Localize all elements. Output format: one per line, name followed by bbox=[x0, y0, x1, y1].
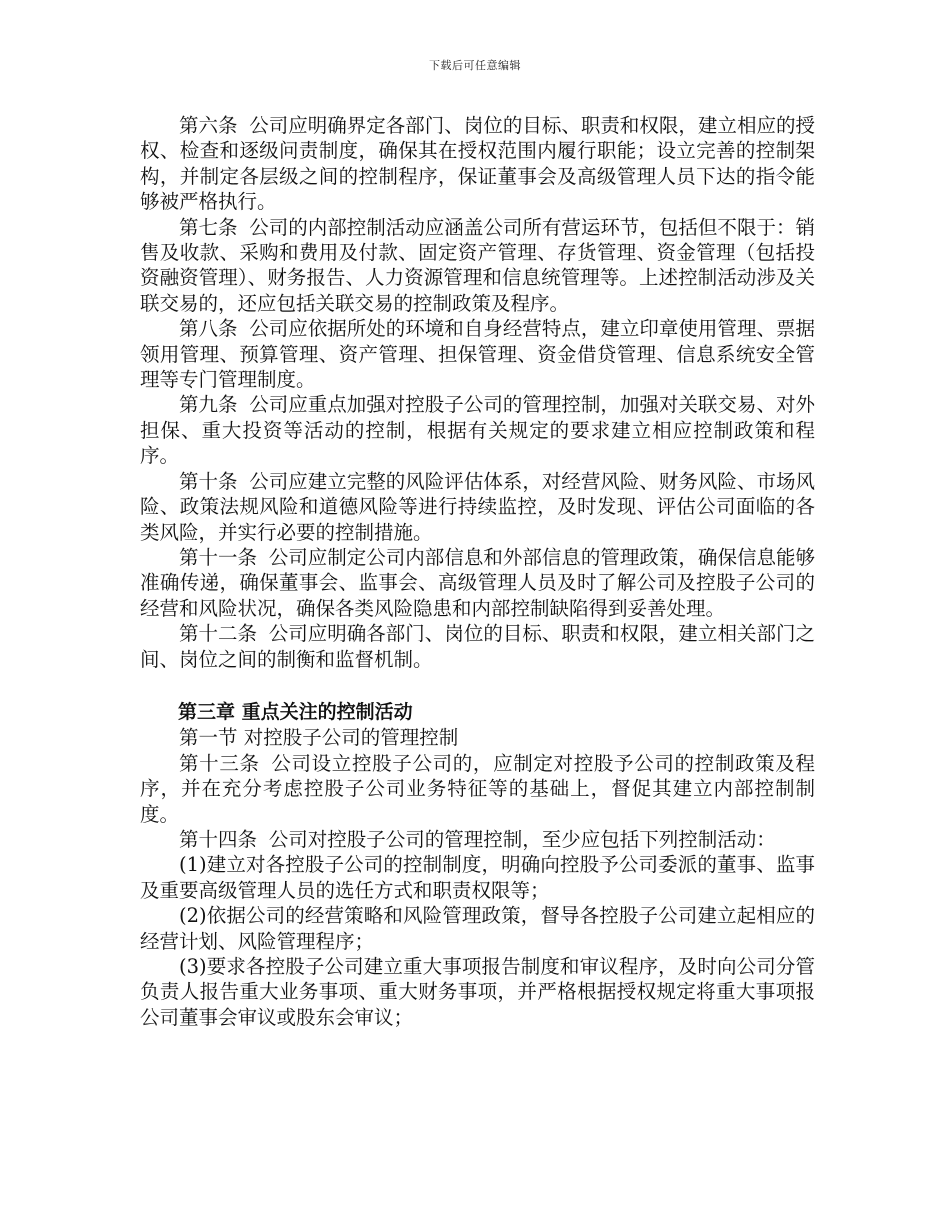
article-10 bbox=[140, 469, 815, 545]
article-label: 第十一条 bbox=[179, 545, 258, 569]
article-text: 公司应制定公司内部信息和外部信息的管理政策，确保信息能够准确传递，确保董事会、监事会、高级管理人员及时了解公司及控股子公司的经营和风险状况，确保各类风险隐患和内部控制缺陷得到妥善处理。 bbox=[140, 545, 815, 620]
article-text: 公司的内部控制活动应涵盖公司所有营运环节，包括但不限于：销售及收款、采购和费用及付款、固定资产管理、存货管理、资金管理（包括投资融资管理）、财务报告、人力资源管理和信息统管理等。上述控制活动涉及关联交易的，还应包括关联交易的控制政策及程序。 bbox=[140, 215, 815, 315]
article-text: 公司应重点加强对控股子公司的管理控制，加强对关联交易、对外担保、重大投资等活动的控制，根据有关规定的要求建立相应控制政策和程序。 bbox=[140, 393, 815, 468]
chapter-title: 第三章 重点关注的控制活动 bbox=[178, 700, 413, 723]
list-item-2: (2)依据公司的经营策略和风险管理政策，督导各控股子公司建立起相应的经营计划、风险管理程序； bbox=[140, 904, 815, 953]
article-text: 公司应建立完整的风险评估体系，对经营风险、财务风险、市场风险、政策法规风险和道德风险等进行持续监控，及时发现、评估公司面临的各类风险，并实行必要的控制措施。 bbox=[140, 469, 815, 544]
article-9 bbox=[140, 392, 815, 468]
article-label: 第六条 bbox=[179, 114, 238, 137]
article-text: 公司应依据所处的环境和自身经营特点，建立印章使用管理、票据领用管理、预算管理、资产管理、担保管理、资金借贷管理、信息系统安全管理等专门管理制度。 bbox=[140, 317, 815, 392]
article-label: 第七条 bbox=[179, 215, 238, 239]
article-text: 公司应明确界定各部门、岗位的目标、职责和权限，建立相应的授权、检查和逐级问责制度，确保其在授权范围内履行职能；设立完善的控制架构，并制定各层级之间的控制程序，保证董事会及高级管理人员下达的指令能够被严格执行。 bbox=[140, 114, 815, 214]
article-7 bbox=[140, 215, 815, 317]
article-text: 公司对控股子公司的管理控制，至少应包括下列控制活动： bbox=[268, 827, 776, 851]
article-label: 第十条 bbox=[179, 469, 238, 493]
article-11 bbox=[140, 545, 815, 621]
list-item-3: (3)要求各控股子公司建立重大事项报告制度和审议程序，及时向公司分管负责人报告重大业务事项、重大财务事项，并严格根据授权规定将重大事项报公司董事会审议或股东会审议； bbox=[140, 955, 815, 1029]
article-label: 第八条 bbox=[179, 317, 238, 341]
article-8 bbox=[140, 316, 815, 392]
article-12 bbox=[140, 621, 815, 672]
article-label: 第十三条 bbox=[179, 751, 260, 775]
article-text: 公司设立控股子公司的，应制定对控股予公司的控制政策及程序，并在充分考虑控股子公司业务特征等的基础上，督促其建立内部控制制度。 bbox=[140, 751, 815, 826]
section-title: 第一节 对控股子公司的管理控制 bbox=[179, 726, 459, 750]
header-note: 下载后可任意编辑 bbox=[429, 59, 521, 72]
article-label: 第十二条 bbox=[179, 622, 258, 646]
article-13 bbox=[140, 751, 815, 827]
article-text: 公司应明确各部门、岗位的目标、职责和权限，建立相关部门之间、岗位之间的制衡和监督机制。 bbox=[140, 622, 815, 671]
list-item-1: (1)建立对各控股子公司的控制制度，明确向控股予公司委派的董事、监事及重要高级管理人员的选任方式和职责权限等； bbox=[140, 853, 815, 902]
article-6 bbox=[140, 113, 815, 215]
article-14 bbox=[140, 827, 815, 852]
document-body bbox=[140, 113, 815, 1030]
article-label: 第九条 bbox=[179, 393, 238, 417]
article-label: 第十四条 bbox=[179, 827, 258, 851]
